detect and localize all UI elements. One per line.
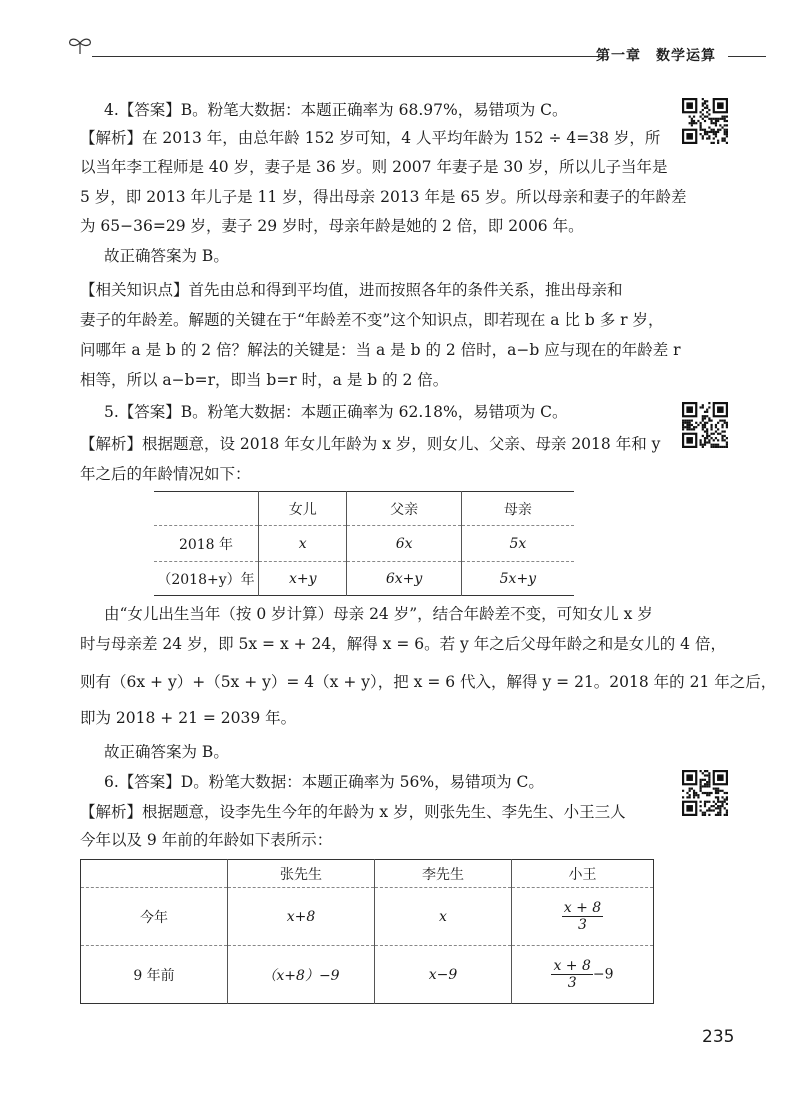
q4-answer-line: 4.【答案】B。粉笔大数据：本题正确率为 68.97%，易错项为 C。: [104, 101, 568, 119]
table-cell: 5x: [461, 526, 574, 562]
q4-knowledge-line: 妻子的年龄差。解题的关键在于“年龄差不变”这个知识点，即若现在 a 比 b 多 r 岁，: [80, 311, 664, 329]
table-cell: x+8: [228, 888, 375, 946]
q6-answer-line: 6.【答案】D。粉笔大数据：本题正确率为 56%，易错项为 C。: [104, 773, 544, 791]
chapter-title: 第一章 数学运算: [596, 48, 716, 64]
table-cell: [154, 492, 259, 526]
qr-code-icon[interactable]: [682, 402, 728, 448]
q4-analysis-line: 5 岁，即 2013 年儿子是 11 岁，得出母亲 2013 年是 65 岁。所以母亲和妻子的年龄差: [80, 188, 687, 206]
table-cell: x: [375, 888, 512, 946]
qr-code-icon[interactable]: [682, 770, 728, 816]
q5-after-line: 则有（6x + y）+（5x + y）= 4（x + y），把 x = 6 代入，解得 y = 21。2018 年的 21 年之后，: [80, 673, 777, 691]
table-header-cell: 张先生: [228, 860, 375, 888]
table-cell: 9 年前: [133, 967, 175, 984]
q5-answer-line: 5.【答案】B。粉笔大数据：本题正确率为 62.18%，易错项为 C。: [104, 403, 568, 421]
q5-analysis-line: 年之后的年龄情况如下：: [80, 465, 251, 483]
q4-knowledge-line: 问哪年 a 是 b 的 2 倍？解法的关键是：当 a 是 b 的 2 倍时，a−b 应与现在的年龄差 r: [80, 341, 681, 359]
table-cell: 6x+y: [347, 562, 461, 596]
leaf-icon: [66, 34, 94, 60]
q5-after-line: 由“女儿出生当年（按 0 岁计算）母亲 24 岁”，结合年龄差不变，可知女儿 x 岁: [104, 605, 653, 623]
q6-age-table: [80, 859, 654, 1004]
table-header-cell: 女儿: [259, 492, 347, 526]
q6-analysis-line: 【解析】根据题意，设李先生今年的年龄为 x 岁，则张先生、李先生、小王三人: [80, 803, 626, 821]
qr-code-icon[interactable]: [682, 98, 728, 144]
table-cell: 今年: [140, 909, 168, 926]
q5-after-line: 时与母亲差 24 岁，即 5x = x + 24，解得 x = 6。若 y 年之后父母年龄之和是女儿的 4 倍，: [80, 635, 726, 653]
table-cell: 6x: [347, 526, 461, 562]
q4-conclusion: 故正确答案为 B。: [104, 247, 229, 265]
table-row: [81, 888, 654, 946]
table-header-cell: 李先生: [375, 860, 512, 888]
table-row: [154, 562, 574, 596]
table-cell: 2018 年: [178, 536, 234, 553]
header-rule: [92, 56, 600, 57]
table-cell: 5x+y: [461, 562, 574, 596]
table-cell-fraction: [512, 888, 654, 946]
table-row: [81, 946, 654, 1004]
q4-knowledge-line: 【相关知识点】首先由总和得到平均值，进而按照各年的条件关系，推出母亲和: [80, 281, 623, 299]
page-number: 235: [702, 1027, 735, 1047]
q5-age-table: [154, 491, 574, 596]
table-header-row: [81, 860, 654, 888]
q4-analysis-line: 以当年李工程师是 40 岁，妻子是 36 岁。则 2007 年妻子是 30 岁，所以儿子当年是: [80, 158, 668, 176]
q4-knowledge-line: 相等，所以 a−b=r，即当 b=r 时，a 是 b 的 2 倍。: [80, 371, 449, 389]
fraction: $\frac{x + 8}{3}$: [553, 958, 591, 991]
table-cell-fraction: $\frac{x + 8}{3}$ −9: [512, 946, 654, 1004]
table-cell: （x+8）−9: [228, 946, 375, 1004]
q5-analysis-line: 【解析】根据题意，设 2018 年女儿年龄为 x 岁，则女儿、父亲、母亲 2018 年和 y: [80, 435, 661, 453]
table-cell: x: [259, 526, 347, 562]
q4-analysis-line: 为 65−36=29 岁，妻子 29 岁时，母亲年龄是她的 2 倍，即 2006 年。: [80, 217, 584, 235]
table-cell: [81, 860, 228, 888]
fraction: $\frac{x + 8}{3}$: [563, 900, 602, 933]
table-cell: x−9: [375, 946, 512, 1004]
header-rule-right: [728, 56, 766, 57]
q5-after-line: 即为 2018 + 21 = 2039 年。: [80, 709, 297, 727]
table-cell: （2018+y）年: [157, 571, 255, 588]
table-header-row: [154, 492, 574, 526]
table-header-cell: 小王: [512, 860, 654, 888]
table-header-cell: 母亲: [461, 492, 574, 526]
q4-analysis-line: 【解析】在 2013 年，由总年龄 152 岁可知，4 人平均年龄为 152 ÷ 4=38 岁，所: [80, 129, 661, 147]
table-cell: x+y: [259, 562, 347, 596]
q6-analysis-line: 今年以及 9 年前的年龄如下表所示：: [80, 831, 333, 849]
table-header-cell: 父亲: [347, 492, 461, 526]
table-row: [154, 526, 574, 562]
q5-conclusion: 故正确答案为 B。: [104, 743, 229, 761]
